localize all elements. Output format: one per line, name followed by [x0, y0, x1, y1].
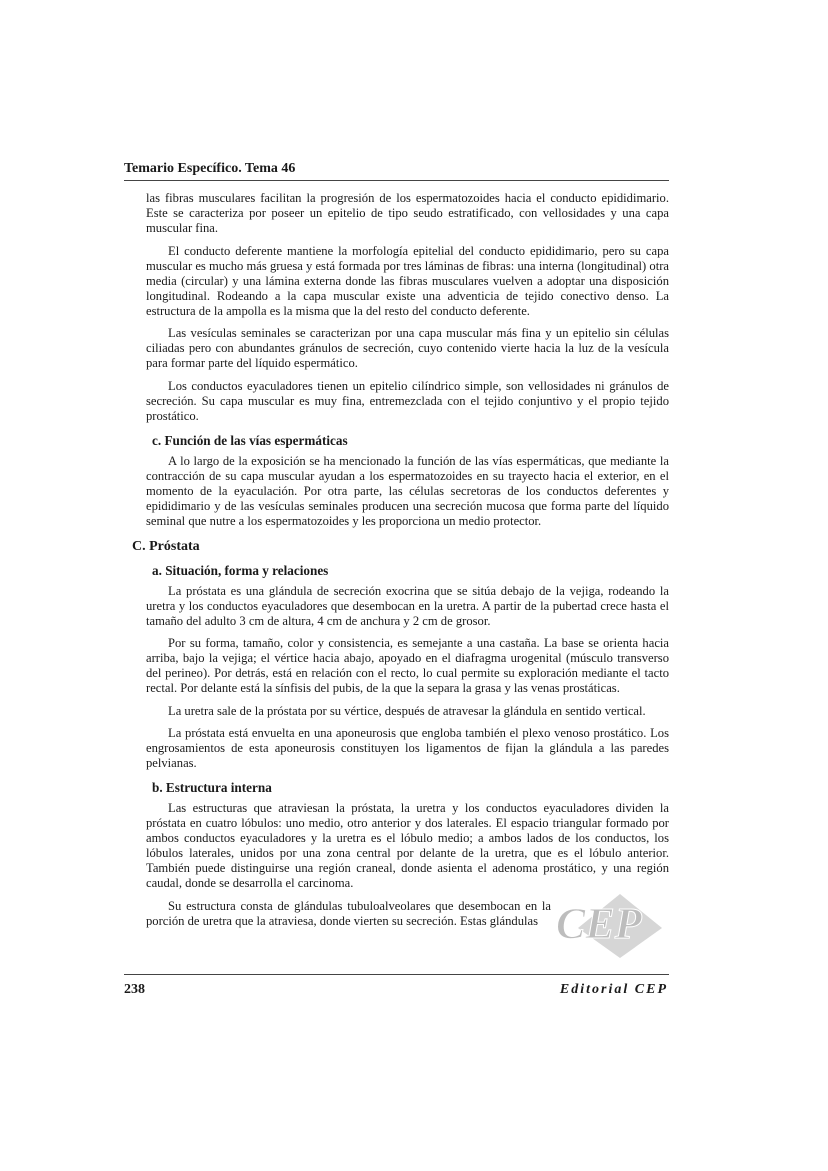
- paragraph: Por su forma, tamaño, color y consistencia, es semejante a una castaña. La base se orienta hacia arriba, bajo la vejiga; el vértice hacia abajo, apoyado en el diafragma urogenital (músculo transverso del perineo). Por detrás, está en relación con el recto, lo cual permite su exploración mediante el tacto rectal. Por delante está la sínfisis del pubis, de la que la separa la grasa y las venas prostáticas.: [146, 636, 669, 695]
- paragraph: Su estructura consta de glándulas tubuloalveolares que desembocan en la porción de uretra que la atraviesa, donde vierten su secreción. Estas glándulas: [146, 898, 551, 928]
- paragraph: La uretra sale de la próstata por su vértice, después de atravesar la glándula en sentido vertical.: [168, 703, 646, 718]
- subsection-heading: a. Situación, forma y relaciones: [152, 562, 329, 578]
- paragraph: Las estructuras que atraviesan la próstata, la uretra y los conductos eyaculadores dividen la próstata en cuatro lóbulos: uno medio, otro anterior y dos laterales. El espacio triangular formado por ambos conductos eyaculadores y la uretra es el lóbulo medio; a ambos lados de los conductos, los lóbulos laterales, unidos por una zona central por delante de la uretra, que es el lóbulo anterior. También puede distinguirse una región craneal, donde asienta el adenoma prostático, y una región caudal, donde se desarrolla el carcinoma.: [146, 801, 669, 890]
- paragraph: A lo largo de la exposición se ha mencionado la función de las vías espermáticas, que mediante la contracción de su capa muscular ayudan a los espermatozoides en su trayecto hacia el exterior, en el momento de la eyaculación. Por otra parte, las células secretoras de los conductos deferentes y epididimario y de las vesículas seminales producen una secreción mucosa que forma parte del líquido seminal que nutre a los espermatozoides y les proporciona un medio protector.: [146, 453, 669, 528]
- body-text: [132, 191, 669, 936]
- running-header: Temario Específico. Tema 46: [124, 161, 296, 176]
- footer-rule: [124, 974, 669, 975]
- section-heading: C. Próstata: [132, 538, 200, 554]
- subsection-heading: c. Función de las vías espermáticas: [152, 432, 348, 448]
- paragraph: Los conductos eyaculadores tienen un epitelio cilíndrico simple, son vellosidades ni gránulos de secreción. Su capa muscular es muy fina, entremezclada con el tejido conjuntivo y el propio tejido prostático.: [146, 378, 669, 423]
- page-number: 238: [124, 982, 145, 997]
- publisher-name: Editorial CEP: [559, 982, 668, 997]
- cep-logo: [548, 890, 668, 960]
- subsection-heading: b. Estructura interna: [152, 780, 272, 795]
- paragraph: El conducto deferente mantiene la morfología epitelial del conducto epididimario, pero su capa muscular es mucho más gruesa y está formada por tres láminas de fibras: una interna (longitudinal) otra media (circular) y una lámina externa donde las fibras musculares vuelven a adoptar una disposición longitudinal. Rodeando a la capa muscular existe una adventicia de tejido conectivo denso. La estructura de la ampolla es la misma que la del resto del conducto deferente.: [146, 243, 669, 318]
- paragraph: Las vesículas seminales se caracterizan por una capa muscular más fina y un epitelio sin células ciliadas pero con abundantes gránulos de secreción, cuyo contenido vierte hacia la luz de la vesícula para formar parte del líquido espermático.: [146, 326, 669, 370]
- paragraph: las fibras musculares facilitan la progresión de los espermatozoides hacia el conducto epididimario. Este se caracteriza por poseer un epitelio de tipo seudo estratificado, con vellosidades y una capa muscular fina.: [146, 191, 669, 235]
- paragraph: La próstata está envuelta en una aponeurosis que engloba también el plexo venoso prostático. Los engrosamientos de esta aponeurosis constituyen los ligamentos de fijan la glándula a las paredes pelvianas.: [146, 726, 669, 770]
- svg-text:CEP: CEP: [556, 899, 642, 948]
- header-rule: [124, 180, 669, 181]
- paragraph: La próstata es una glándula de secreción exocrina que se sitúa debajo de la vejiga, rodeando la uretra y los conductos eyaculadores que desembocan en la uretra. A partir de la pubertad crece hasta el tamaño del adulto 3 cm de altura, 4 cm de anchura y 2 cm de grosor.: [146, 583, 669, 628]
